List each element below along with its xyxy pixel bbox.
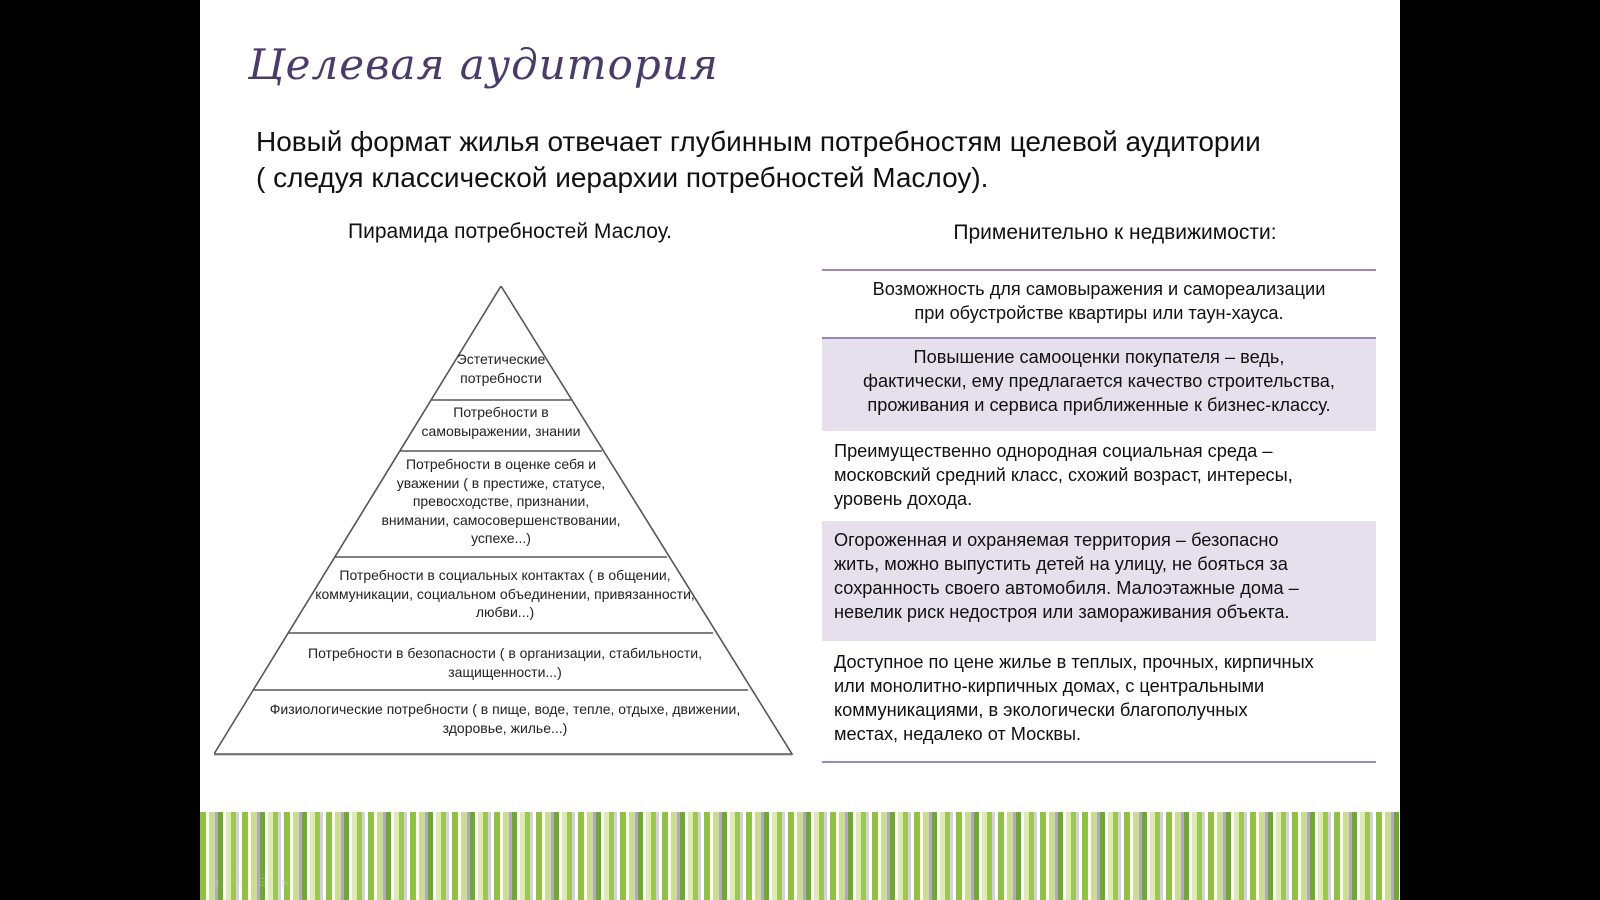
menu-icon[interactable]: ☰ <box>258 877 268 889</box>
row-text: сохранность своего автомобиля. Малоэтажные дома – <box>834 578 1299 598</box>
row-text: Повышение самооценки покупателя – ведь, <box>913 347 1285 367</box>
row-text: или монолитно-кирпичных домах, с центральными <box>834 676 1265 696</box>
row-text: проживания и сервиса приближенные к бизнес-классу. <box>867 395 1331 415</box>
row-text: жить, можно выпустить детей на улицу, не бояться за <box>834 554 1288 574</box>
pyramid-text: коммуникации, социальном объединении, привязанности, <box>315 585 695 602</box>
subtitle-line-2: ( следуя классической иерархии потребностей Маслоу). <box>256 162 989 193</box>
table-row <box>822 337 1376 431</box>
pyramid-text: Потребности в оценке себя и <box>405 456 597 472</box>
pyramid-text: потребности <box>460 369 542 386</box>
next-arrow-icon[interactable]: ▶ <box>282 877 291 889</box>
table-row <box>822 521 1376 641</box>
pyramid-text: превосходстве, признании, <box>412 493 590 509</box>
pyramid-text: Физиологические потребности ( в пище, воде, тепле, отдыхе, движении, <box>269 701 741 717</box>
real-estate-table <box>822 269 1376 763</box>
pyramid-text: Потребности в безопасности ( в организации, стабильности, <box>308 645 702 661</box>
row-text: Преимущественно однородная социальная среда – <box>834 441 1273 461</box>
row-text: Возможность для самовыражения и самореализации <box>872 279 1326 299</box>
pyramid-level-social <box>210 566 800 622</box>
row-text: уровень дохода. <box>834 489 973 509</box>
pyramid-level-physiological <box>210 700 800 737</box>
slide-nav-controls[interactable] <box>210 878 294 888</box>
pyramid-level-self-expression <box>206 403 796 440</box>
slide-title: Целевая аудитория <box>248 40 719 89</box>
pyramid-text: уважении ( в престиже, статусе, <box>396 474 606 491</box>
real-estate-heading: Применительно к недвижимости: <box>953 221 1277 244</box>
pen-icon[interactable]: ✎ <box>234 877 244 889</box>
prev-arrow-icon[interactable]: ◀ <box>210 877 219 889</box>
row-text: местах, недалеко от Москвы. <box>834 724 1082 744</box>
row-text: Огороженная и охраняемая территория – безопасно <box>834 530 1279 550</box>
pyramid-text: здоровье, жилье...) <box>442 719 568 736</box>
row-text: при обустройстве квартиры или таун-хауса. <box>914 303 1284 323</box>
table-row <box>822 271 1376 337</box>
row-text: невелик риск недостроя или замораживания объекта. <box>834 602 1290 622</box>
pyramid-text: Эстетические <box>456 351 546 367</box>
subtitle-line-1: Новый формат жилья отвечает глубинным потребностям целевой аудитории <box>256 126 1261 157</box>
maslow-pyramid <box>214 286 804 768</box>
pyramid-heading: Пирамида потребностей Маслоу. <box>348 220 672 243</box>
slide-subtitle <box>256 124 1366 196</box>
row-text: московский средний класс, схожий возраст, интересы, <box>834 465 1293 485</box>
pyramid-level-aesthetic <box>206 350 796 387</box>
pyramid-level-safety <box>210 644 800 681</box>
table-row <box>822 431 1376 521</box>
pyramid-text: самовыражении, знании <box>421 422 581 439</box>
pyramid-text: Потребности в <box>453 404 549 420</box>
slide <box>200 0 1400 900</box>
decorative-stripes <box>200 812 1400 900</box>
pyramid-text: любви...) <box>475 604 535 620</box>
table-row <box>822 641 1376 761</box>
pyramid-text: Потребности в социальных контактах ( в общении, <box>339 567 671 583</box>
pyramid-text: внимании, самосовершенствовании, <box>381 511 621 528</box>
row-text: Доступное по цене жилье в теплых, прочных, кирпичных <box>834 652 1314 672</box>
pyramid-level-esteem <box>206 455 796 548</box>
row-text: коммуникациями, в экологически благополучных <box>834 700 1248 720</box>
pyramid-text: защищенности...) <box>448 663 562 680</box>
pyramid-text: успехе...) <box>471 530 531 546</box>
row-text: фактически, ему предлагается качество строительства, <box>863 371 1335 391</box>
